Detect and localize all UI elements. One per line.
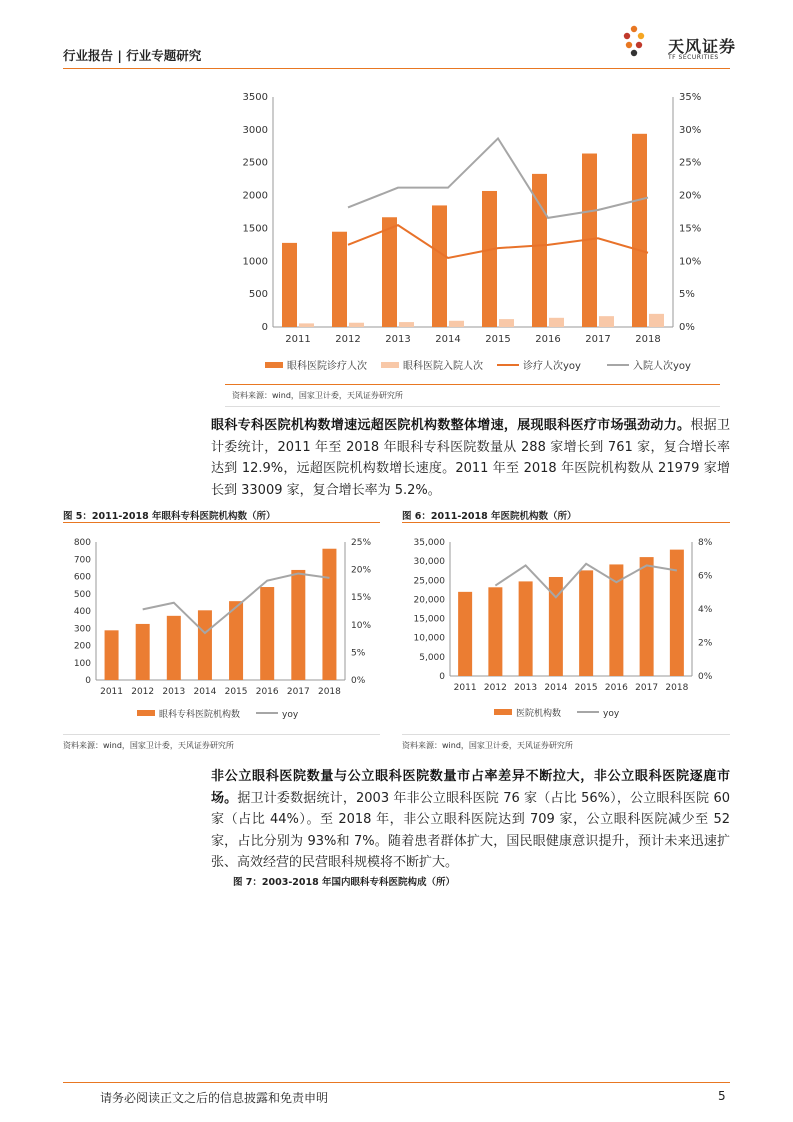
y-tick-label: 3500 xyxy=(242,92,268,103)
bar xyxy=(382,217,397,327)
legend-swatch xyxy=(265,362,283,368)
bar xyxy=(449,321,464,327)
y-tick-label: 500 xyxy=(248,289,268,301)
y-tick-label: 400 xyxy=(73,607,91,617)
y2-tick-label: 10% xyxy=(679,256,702,268)
y-tick-label: 300 xyxy=(73,624,91,635)
y-tick-label: 35,000 xyxy=(413,538,445,548)
series-line xyxy=(348,138,648,218)
legend-label: 医院机构数 xyxy=(516,709,562,719)
y-tick-label: 0 xyxy=(261,322,268,333)
legend-label: yoy xyxy=(282,710,299,720)
legend-label: 眼科医院入院人次 xyxy=(403,361,483,372)
legend-label: 眼科医院诊疗人次 xyxy=(287,361,367,372)
y2-tick-label: 8% xyxy=(698,538,713,548)
logo-text-en: TF SECURITIES xyxy=(668,54,719,61)
x-tick-label: 2018 xyxy=(665,683,689,693)
y2-tick-label: 4% xyxy=(698,605,713,615)
paragraph-1-body: 根据卫计委统计，2011 年至 2018 年眼科专科医院数量从 288 家增长到 761 家，复合增长率达到 12.9%，远超医院机构数增长速度。2011 年至 2018 年医院机构数从 21979 家增长到 33009 家，复合增长率为 5.2%。 xyxy=(211,418,730,498)
paragraph-1 xyxy=(211,415,730,501)
x-tick-label: 2013 xyxy=(162,687,186,697)
y-tick-label: 15,000 xyxy=(413,614,445,625)
y-tick-label: 5,000 xyxy=(419,652,445,663)
bar xyxy=(167,616,181,680)
chart-all-hospitals xyxy=(402,530,730,730)
y2-tick-label: 5% xyxy=(351,648,366,659)
bar xyxy=(599,316,614,327)
fig6-title: 图 6：2011-2018 年医院机构数（所） xyxy=(402,511,577,522)
paragraph-2-lead: 非公立眼科医院数量与公立眼科医院数量市占率差异不断拉大，非公立眼科医院逐鹿市场。 xyxy=(211,769,730,806)
x-tick-label: 2013 xyxy=(514,683,538,693)
legend-label: yoy xyxy=(603,709,620,719)
bar xyxy=(482,191,497,327)
y-tick-label: 2500 xyxy=(242,157,268,169)
x-tick-label: 2013 xyxy=(385,334,411,345)
bar xyxy=(260,587,274,680)
y-tick-label: 20,000 xyxy=(413,595,445,606)
chart1-rule xyxy=(225,384,720,385)
bar xyxy=(519,581,533,676)
y-tick-label: 10,000 xyxy=(413,633,445,644)
bar xyxy=(299,323,314,327)
bar xyxy=(198,610,212,680)
fig6-source: 资料来源：wind，国家卫计委，天风证券研究所 xyxy=(402,741,573,750)
bar xyxy=(579,570,593,676)
y2-tick-label: 15% xyxy=(679,223,702,235)
bar xyxy=(291,570,305,680)
y2-tick-label: 5% xyxy=(679,289,695,301)
fig6-title-rule xyxy=(402,522,730,523)
y2-tick-label: 6% xyxy=(698,571,713,582)
x-tick-label: 2014 xyxy=(544,683,568,693)
fig7-title: 图 7：2003-2018 年国内眼科专科医院构成（所） xyxy=(233,877,456,888)
x-tick-label: 2015 xyxy=(485,334,511,345)
bar xyxy=(105,630,119,680)
x-tick-label: 2017 xyxy=(286,687,310,697)
legend-label: 眼科专科医院机构数 xyxy=(159,710,241,720)
y-tick-label: 600 xyxy=(73,572,91,583)
bar xyxy=(632,134,647,327)
bar xyxy=(458,592,472,676)
y2-tick-label: 20% xyxy=(351,565,372,576)
chart1-rule-bottom xyxy=(225,406,720,407)
legend-label: 入院人次yoy xyxy=(633,361,691,372)
bar xyxy=(499,319,514,327)
bar xyxy=(136,624,150,680)
bar xyxy=(229,601,243,680)
x-tick-label: 2012 xyxy=(483,683,507,693)
x-tick-label: 2011 xyxy=(285,334,311,345)
page-number: 5 xyxy=(718,1089,726,1103)
legend-swatch xyxy=(494,709,512,715)
bar xyxy=(549,318,564,327)
y2-tick-label: 35% xyxy=(679,92,702,103)
y-tick-label: 2000 xyxy=(242,190,268,202)
y2-tick-label: 25% xyxy=(351,538,372,548)
legend-label: 诊疗人次yoy xyxy=(523,361,581,372)
x-tick-label: 2016 xyxy=(255,687,279,697)
fig5-src-rule xyxy=(63,734,380,735)
y2-tick-label: 10% xyxy=(351,620,372,631)
y-tick-label: 200 xyxy=(73,641,91,652)
bar xyxy=(488,587,502,676)
fig5-title-rule xyxy=(63,522,380,523)
y-tick-label: 800 xyxy=(73,538,91,548)
bar xyxy=(640,557,654,676)
bar xyxy=(322,549,336,680)
paragraph-2-body: 据卫计委数据统计，2003 年非公立眼科医院 76 家（占比 56%），公立眼科医院 60 家（占比 44%）。至 2018 年，非公立眼科医院达到 709 家，公立眼科医院减少至 52 家，占比分别为 93%和 7%。随着患者群体扩大，国民眼健康意识提升，预计未来迅速扩张、高效经营的民营眼科规模将不断扩大。 xyxy=(211,790,730,870)
report-category: 行业报告 | 行业专题研究 xyxy=(63,48,202,63)
fig5-title: 图 5：2011-2018 年眼科专科医院机构数（所） xyxy=(63,511,276,522)
bar xyxy=(282,243,297,327)
y-tick-label: 1000 xyxy=(242,256,268,268)
x-tick-label: 2011 xyxy=(453,683,477,693)
logo-text-cn: 天风证券 xyxy=(668,37,737,56)
logo-flower-icon xyxy=(624,26,644,56)
x-tick-label: 2017 xyxy=(585,334,611,345)
fig6-src-rule xyxy=(402,734,730,735)
x-tick-label: 2012 xyxy=(335,334,361,345)
x-tick-label: 2015 xyxy=(224,687,248,697)
x-tick-label: 2018 xyxy=(317,687,341,697)
y2-tick-label: 30% xyxy=(679,124,702,136)
y2-tick-label: 15% xyxy=(351,593,372,604)
y-tick-label: 30,000 xyxy=(413,557,445,568)
fig5-source: 资料来源：wind，国家卫计委，天风证券研究所 xyxy=(63,741,234,750)
x-tick-label: 2015 xyxy=(574,683,598,693)
paragraph-2 xyxy=(211,766,730,874)
chart-visits-admissions xyxy=(225,85,705,380)
y-tick-label: 0 xyxy=(439,672,445,682)
y2-tick-label: 25% xyxy=(679,157,702,169)
bar xyxy=(432,205,447,327)
y2-tick-label: 0% xyxy=(698,672,713,682)
footer-disclaimer: 请务必阅读正文之后的信息披露和免责申明 xyxy=(100,1091,329,1105)
footer-divider xyxy=(63,1082,730,1083)
x-tick-label: 2012 xyxy=(131,687,155,697)
x-tick-label: 2017 xyxy=(635,683,659,693)
y2-tick-label: 2% xyxy=(698,638,713,649)
header-divider xyxy=(63,68,730,69)
x-tick-label: 2016 xyxy=(604,683,628,693)
y-tick-label: 700 xyxy=(73,555,91,566)
paragraph-1-lead: 眼科专科医院机构数增速远超医院机构数整体增速，展现眼科医疗市场强劲动力。 xyxy=(211,418,691,433)
chart1-source: 资料来源：wind，国家卫计委，天风证券研究所 xyxy=(232,391,403,400)
x-tick-label: 2016 xyxy=(535,334,561,345)
y-tick-label: 1500 xyxy=(242,223,268,235)
x-tick-label: 2018 xyxy=(635,334,661,345)
y2-tick-label: 0% xyxy=(679,322,695,333)
bar xyxy=(399,322,414,327)
bar xyxy=(649,314,664,327)
bar xyxy=(332,232,347,327)
x-tick-label: 2014 xyxy=(435,334,461,345)
legend-swatch xyxy=(381,362,399,368)
y2-tick-label: 20% xyxy=(679,190,702,202)
x-tick-label: 2011 xyxy=(100,687,124,697)
legend-swatch xyxy=(137,710,155,716)
y-tick-label: 3000 xyxy=(242,124,268,136)
x-tick-label: 2014 xyxy=(193,687,217,697)
y-tick-label: 0 xyxy=(85,676,91,686)
bar xyxy=(670,550,684,676)
chart-eye-hospitals xyxy=(63,530,380,730)
y-tick-label: 25,000 xyxy=(413,576,445,587)
y-tick-label: 500 xyxy=(73,589,91,600)
bar xyxy=(349,323,364,327)
y2-tick-label: 0% xyxy=(351,676,366,686)
y-tick-label: 100 xyxy=(73,658,91,669)
